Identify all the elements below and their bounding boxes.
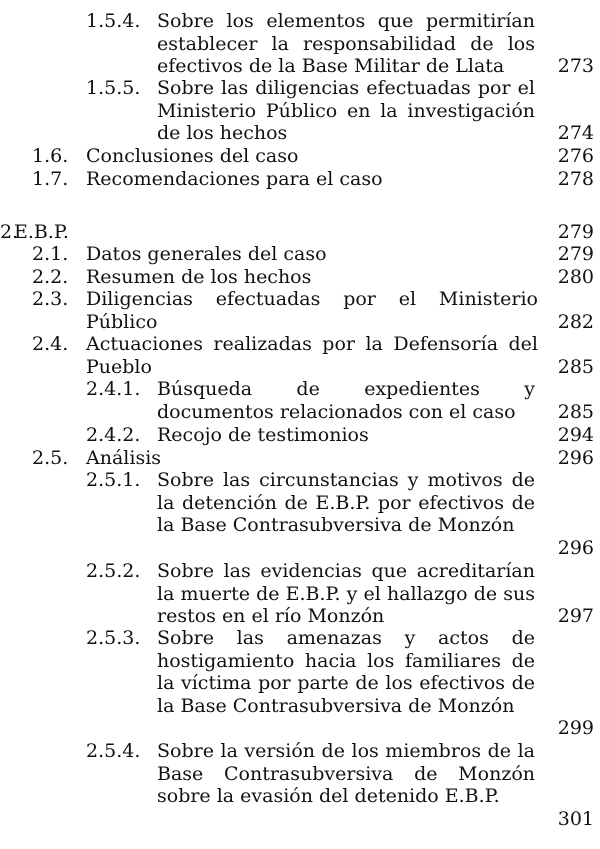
- section-title: Resumen de los hechos: [86, 266, 312, 288]
- page-number: 294: [557, 424, 594, 446]
- section-title: Datos generales del caso: [86, 243, 327, 265]
- page-number: 274: [557, 122, 594, 144]
- section-number: 2.5.2.: [86, 560, 141, 582]
- page-number: 299: [557, 717, 594, 739]
- page-number: 282: [557, 311, 594, 333]
- section-number: 2.2.: [32, 266, 69, 288]
- section-title: Sobre los elementos que permitirían establecer la responsabilidad de los efectivos de la Base Militar de Llata: [157, 10, 535, 77]
- section-number: 2.: [0, 221, 19, 243]
- section-number: 2.4.2.: [86, 424, 141, 446]
- section-title: Recojo de testimonios: [157, 424, 369, 446]
- section-number: 2.5.3.: [86, 627, 141, 649]
- section-number: 2.1.: [32, 243, 69, 265]
- section-title: Búsqueda de expedientes y documentos relacionados con el caso: [157, 378, 535, 423]
- section-number: 1.6.: [32, 145, 69, 167]
- section-title: E.B.P.: [14, 221, 69, 243]
- section-number: 1.5.5.: [86, 77, 141, 99]
- page-number: 285: [557, 356, 594, 378]
- page-number: 296: [557, 537, 594, 559]
- section-number: 2.5.1.: [86, 469, 141, 491]
- section-number: 2.4.1.: [86, 378, 141, 400]
- section-number: 2.3.: [32, 288, 69, 310]
- section-number: 2.5.4.: [86, 740, 141, 762]
- section-number: 1.5.4.: [86, 10, 141, 32]
- section-title: Sobre las amenazas y actos de hostigamiento hacia los familiares de la víctima por parte de los efectivos de la Base Contrasubversiva de Monzón: [157, 627, 535, 717]
- section-title: Análisis: [86, 447, 162, 469]
- page-number: 285: [557, 401, 594, 423]
- page-number: 273: [557, 55, 594, 77]
- page-number: 279: [557, 243, 594, 265]
- section-title: Actuaciones realizadas por la Defensoría del Pueblo: [86, 333, 538, 378]
- section-title: Sobre la versión de los miembros de la Base Contrasubversiva de Monzón sobre la evasión del detenido E.B.P.: [157, 740, 535, 807]
- page-number: 297: [557, 605, 594, 627]
- section-number: 2.4.: [32, 333, 69, 355]
- section-title: Sobre las diligencias efectuadas por el Ministerio Público en la investigación de los hechos: [157, 77, 535, 144]
- section-number: 1.7.: [32, 168, 69, 190]
- page-number: 276: [557, 145, 594, 167]
- page-number: 278: [557, 168, 594, 190]
- page-number: 301: [557, 808, 594, 830]
- section-number: 2.5.: [32, 447, 69, 469]
- section-title: Sobre las evidencias que acreditarían la muerte de E.B.P. y el hallazgo de sus restos en el río Monzón: [157, 560, 535, 627]
- section-title: Diligencias efectuadas por el Ministerio Público: [86, 288, 538, 333]
- section-title: Recomendaciones para el caso: [86, 168, 383, 190]
- section-title: Sobre las circunstancias y motivos de la detención de E.B.P. por efectivos de la Base Contrasubversiva de Monzón: [157, 469, 535, 536]
- page-number: 296: [557, 447, 594, 469]
- page-number: 280: [557, 266, 594, 288]
- page-number: 279: [557, 221, 594, 243]
- section-title: Conclusiones del caso: [86, 145, 299, 167]
